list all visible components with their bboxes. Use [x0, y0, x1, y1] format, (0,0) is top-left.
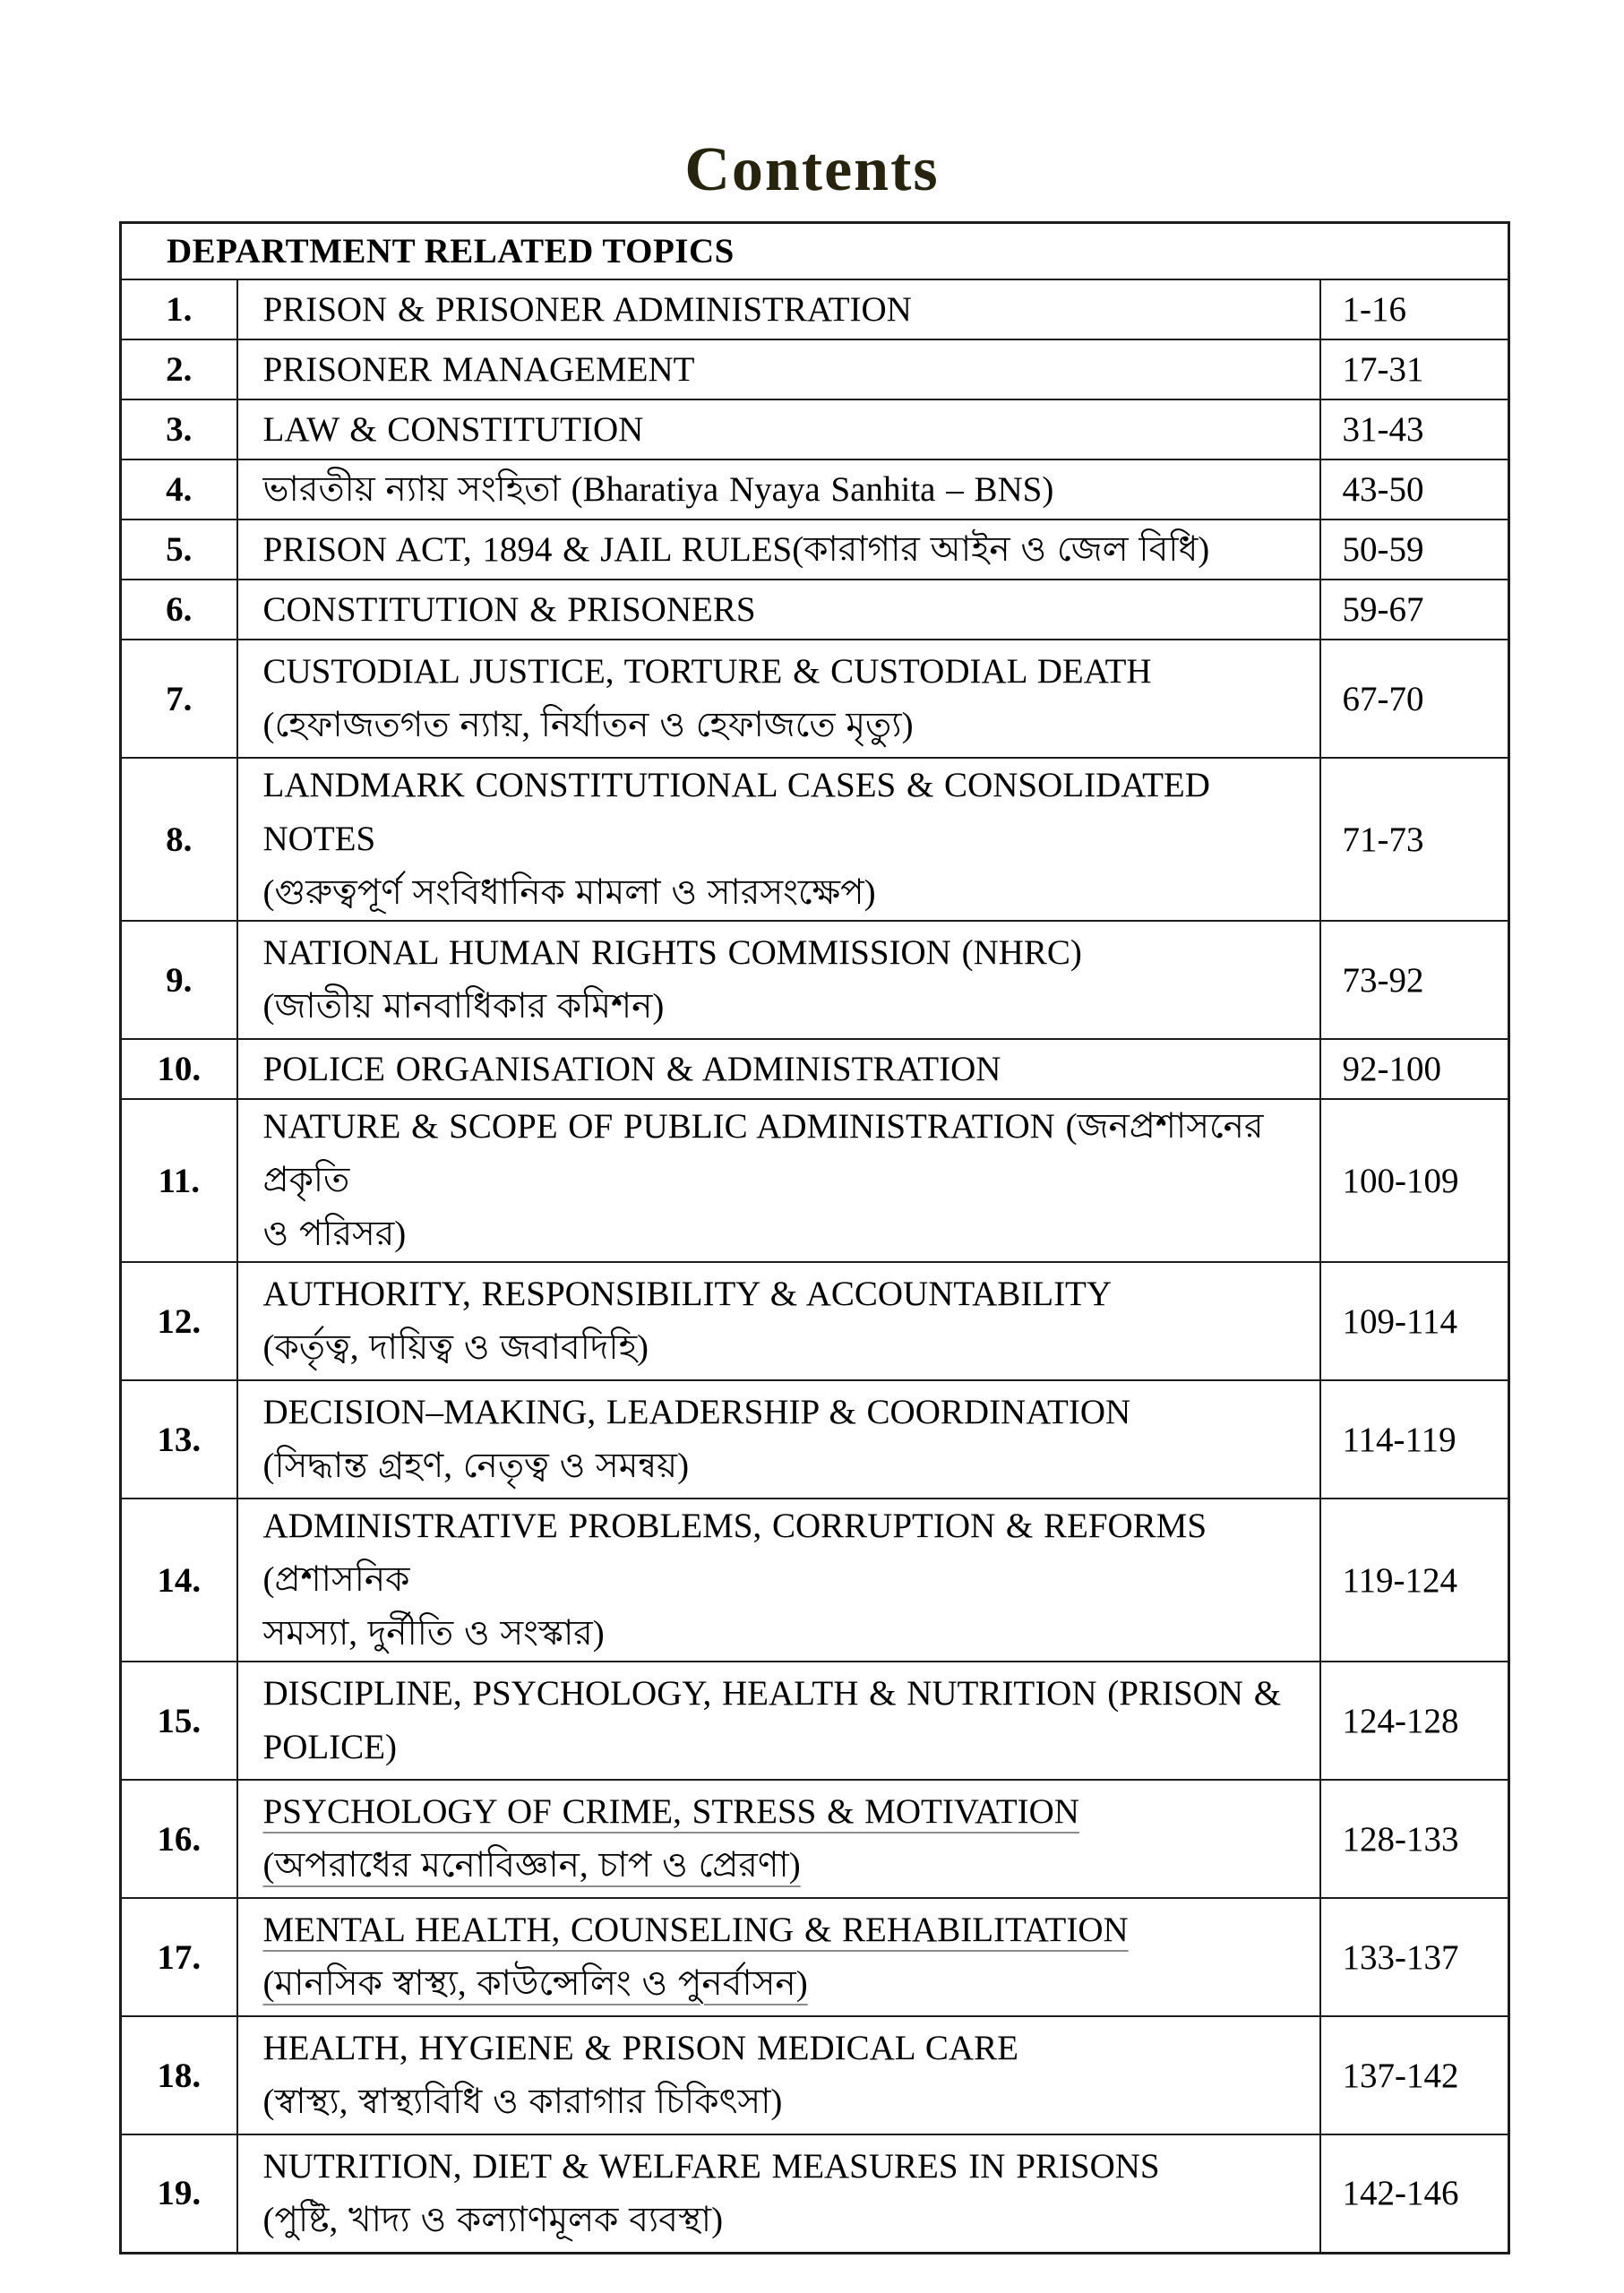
row-serial-number: 2. [121, 339, 237, 399]
topic-line-1: LAW & CONSTITUTION [262, 409, 644, 449]
contents-table [119, 221, 1510, 2254]
row-page-range: 137-142 [1320, 2016, 1509, 2134]
row-serial-number: 7. [121, 640, 237, 758]
table-row [121, 640, 1509, 758]
row-topic [237, 1099, 1320, 1262]
row-serial-number: 8. [121, 758, 237, 921]
row-serial-number: 19. [121, 2134, 237, 2253]
topic-line-2: (সিদ্ধান্ত গ্রহণ, নেতৃত্ব ও সমন্বয়) [262, 1447, 690, 1485]
table-row [121, 339, 1509, 399]
table-row [121, 279, 1509, 339]
table-row [121, 459, 1509, 520]
topic-line-2: (অপরাধের মনোবিজ্ঞান, চাপ ও প্রেরণা) [262, 1846, 801, 1885]
row-topic [237, 2134, 1320, 2253]
table-row [121, 921, 1509, 1039]
row-topic [237, 1039, 1320, 1099]
row-serial-number: 11. [121, 1099, 237, 1262]
row-serial-number: 13. [121, 1380, 237, 1499]
table-row [121, 1898, 1509, 2016]
row-page-range: 31-43 [1320, 399, 1509, 459]
row-page-range: 114-119 [1320, 1380, 1509, 1499]
row-topic [237, 1262, 1320, 1380]
row-topic [237, 1499, 1320, 1662]
row-page-range: 109-114 [1320, 1262, 1509, 1380]
topic-line-2: POLICE) [262, 1728, 397, 1766]
row-topic [237, 580, 1320, 640]
topic-line-2: (গুরুত্বপূর্ণ সংবিধানিক মামলা ও সারসংক্ষেপ) [262, 873, 876, 912]
row-topic [237, 1780, 1320, 1898]
table-row [121, 520, 1509, 580]
table-row [121, 1039, 1509, 1099]
topic-line-1: PSYCHOLOGY OF CRIME, STRESS & MOTIVATION [262, 1792, 1079, 1831]
row-topic [237, 758, 1320, 921]
topic-line-1: MENTAL HEALTH, COUNSELING & REHABILITATION [262, 1911, 1129, 1949]
row-page-range: 128-133 [1320, 1780, 1509, 1898]
topic-line-1: AUTHORITY, RESPONSIBILITY & ACCOUNTABILITY [262, 1275, 1113, 1313]
row-serial-number: 4. [121, 459, 237, 520]
row-serial-number: 12. [121, 1262, 237, 1380]
topic-line-1: PRISON & PRISONER ADMINISTRATION [262, 289, 912, 329]
topic-line-1: ADMINISTRATIVE PROBLEMS, CORRUPTION & REFORMS (প্রশাসনিক [262, 1507, 1207, 1599]
row-serial-number: 1. [121, 279, 237, 339]
row-topic [237, 520, 1320, 580]
contents-table-body [121, 279, 1509, 2253]
table-row [121, 399, 1509, 459]
table-header-label: DEPARTMENT RELATED TOPICS [121, 223, 1509, 280]
topic-line-1: DISCIPLINE, PSYCHOLOGY, HEALTH & NUTRITION (PRISON & [262, 1674, 1282, 1713]
topic-line-1: DECISION–MAKING, LEADERSHIP & COORDINATION [262, 1393, 1131, 1431]
table-row [121, 580, 1509, 640]
table-row [121, 2134, 1509, 2253]
row-topic [237, 399, 1320, 459]
row-page-range: 43-50 [1320, 459, 1509, 520]
table-row [121, 1780, 1509, 1898]
row-page-range: 119-124 [1320, 1499, 1509, 1662]
row-serial-number: 18. [121, 2016, 237, 2134]
topic-line-1: CUSTODIAL JUSTICE, TORTURE & CUSTODIAL DEATH [262, 652, 1152, 691]
topic-line-2: (স্বাস্থ্য, স্বাস্থ্যবিধি ও কারাগার চিকিৎসা) [262, 2083, 783, 2121]
row-page-range: 92-100 [1320, 1039, 1509, 1099]
topic-line-1: POLICE ORGANISATION & ADMINISTRATION [262, 1049, 1001, 1088]
topic-line-2: ও পরিসর) [262, 1215, 407, 1253]
topic-line-2: (মানসিক স্বাস্থ্য, কাউন্সেলিং ও পুনর্বাসন) [262, 1964, 808, 2003]
row-topic [237, 339, 1320, 399]
row-page-range: 142-146 [1320, 2134, 1509, 2253]
page-title: Contents [684, 135, 940, 204]
topic-line-2: (হেফাজতগত ন্যায়, নির্যাতন ও হেফাজতে মৃত্যু) [262, 706, 914, 744]
row-topic [237, 1380, 1320, 1499]
topic-line-1: PRISON ACT, 1894 & JAIL RULES(কারাগার আইন ও জেল বিধি) [262, 529, 1210, 569]
topic-line-2: সমস্যা, দুর্নীতি ও সংস্কার) [262, 1614, 605, 1653]
table-row [121, 2016, 1509, 2134]
row-page-range: 17-31 [1320, 339, 1509, 399]
row-serial-number: 16. [121, 1780, 237, 1898]
table-row [121, 1262, 1509, 1380]
row-page-range: 50-59 [1320, 520, 1509, 580]
topic-line-1: ভারতীয় ন্যায় সংহিতা (Bharatiya Nyaya Sanhita – BNS) [262, 469, 1054, 509]
table-row [121, 1380, 1509, 1499]
row-serial-number: 9. [121, 921, 237, 1039]
row-topic [237, 459, 1320, 520]
topic-line-1: LANDMARK CONSTITUTIONAL CASES & CONSOLIDATED NOTES [262, 766, 1210, 858]
row-page-range: 73-92 [1320, 921, 1509, 1039]
table-row [121, 1499, 1509, 1662]
topic-line-1: NATIONAL HUMAN RIGHTS COMMISSION (NHRC) [262, 933, 1082, 972]
row-topic [237, 2016, 1320, 2134]
topic-line-1: PRISONER MANAGEMENT [262, 349, 695, 389]
topic-line-1: CONSTITUTION & PRISONERS [262, 589, 756, 629]
row-serial-number: 14. [121, 1499, 237, 1662]
row-page-range: 59-67 [1320, 580, 1509, 640]
row-serial-number: 10. [121, 1039, 237, 1099]
table-row [121, 1662, 1509, 1780]
row-page-range: 100-109 [1320, 1099, 1509, 1262]
row-topic [237, 640, 1320, 758]
topic-line-2: (জাতীয় মানবাধিকার কমিশন) [262, 987, 665, 1026]
table-row [121, 1099, 1509, 1262]
row-page-range: 71-73 [1320, 758, 1509, 921]
row-serial-number: 6. [121, 580, 237, 640]
topic-line-1: NATURE & SCOPE OF PUBLIC ADMINISTRATION (জনপ্রশাসনের প্রকৃতি [262, 1107, 1264, 1199]
row-page-range: 133-137 [1320, 1898, 1509, 2016]
row-topic [237, 1662, 1320, 1780]
row-serial-number: 5. [121, 520, 237, 580]
row-serial-number: 17. [121, 1898, 237, 2016]
topic-line-1: NUTRITION, DIET & WELFARE MEASURES IN PRISONS [262, 2146, 1160, 2186]
topic-line-1: HEALTH, HYGIENE & PRISON MEDICAL CARE [262, 2029, 1018, 2067]
row-topic [237, 1898, 1320, 2016]
row-topic [237, 921, 1320, 1039]
table-header-row [121, 223, 1509, 280]
row-page-range: 1-16 [1320, 279, 1509, 339]
table-row [121, 758, 1509, 921]
topic-line-2: (কর্তৃত্ব, দায়িত্ব ও জবাবদিহি) [262, 1328, 649, 1367]
row-topic [237, 279, 1320, 339]
row-serial-number: 15. [121, 1662, 237, 1780]
row-serial-number: 3. [121, 399, 237, 459]
row-page-range: 67-70 [1320, 640, 1509, 758]
row-page-range: 124-128 [1320, 1662, 1509, 1780]
topic-line-2: (পুষ্টি, খাদ্য ও কল্যাণমূলক ব্যবস্থা) [262, 2200, 724, 2239]
